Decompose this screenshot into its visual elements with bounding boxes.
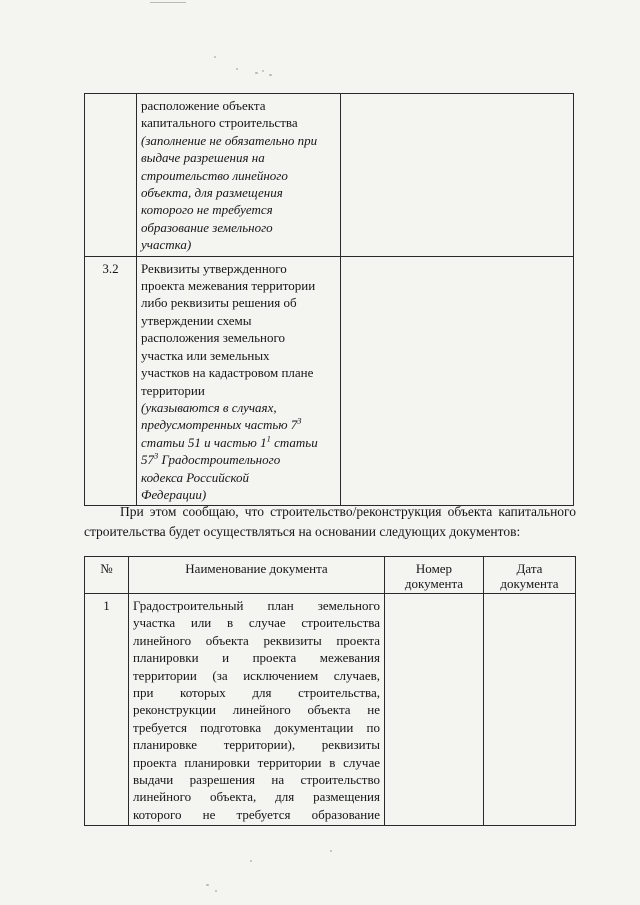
intro-paragraph (84, 502, 576, 542)
header-row (85, 557, 576, 594)
name-line: при которых для строительства, (133, 685, 380, 701)
scan-speck (206, 884, 209, 886)
note-line (141, 434, 336, 451)
header-line: документа (500, 576, 559, 591)
note-text: статьи (270, 434, 318, 450)
superscript: 3 (297, 415, 302, 426)
row-label-cell (137, 94, 341, 257)
note-line: кодекса Российской (141, 469, 250, 485)
name-line: которого не требуется образование (133, 806, 380, 822)
label-line: территории (141, 382, 205, 398)
header-document-name: Наименование документа (129, 557, 385, 594)
row-number-cell: 1 (85, 594, 129, 826)
header-document-date (484, 557, 576, 594)
name-line: реконструкции линейного объекта не (133, 702, 380, 718)
name-line: проекта планировки территории в случае (133, 754, 380, 770)
label-line: капитального строительства (141, 115, 298, 131)
document-date-cell[interactable] (484, 594, 576, 826)
table-row (85, 594, 576, 826)
documents-table (84, 556, 576, 826)
label-line: участка или земельных (141, 347, 270, 363)
name-line: участка или в случае строительства (133, 615, 380, 631)
note-line: которого не требуется (141, 202, 273, 218)
label-line: расположения земельного (141, 330, 285, 346)
scan-speck (330, 850, 332, 852)
document-name-cell (129, 594, 385, 826)
label-line: расположение объекта (141, 98, 266, 113)
table-row (85, 94, 574, 257)
row-value-cell[interactable] (341, 94, 574, 257)
header-document-number (385, 557, 484, 594)
row-number-cell: 3.2 (85, 256, 137, 506)
note-line: участка) (141, 237, 192, 253)
note-line: (указываются в случаях, (141, 399, 277, 415)
scan-speck (255, 72, 258, 74)
name-line: планировке территории), реквизиты (133, 737, 380, 753)
row-label-cell (137, 256, 341, 506)
note-line (141, 451, 336, 468)
table-row (85, 256, 574, 506)
label-line: проекта межевания территории (141, 278, 316, 294)
label-line: утверждении схемы (141, 312, 252, 328)
scan-speck (250, 860, 252, 862)
superscript: 3 (154, 450, 159, 461)
scan-speck (269, 74, 272, 76)
superscript: 1 (266, 433, 271, 444)
note-line: строительство линейного (141, 167, 288, 183)
label-line: либо реквизиты решения об (141, 295, 297, 311)
note-line: Федерации) (141, 486, 207, 502)
name-line: Градостроительный план земельного (133, 598, 380, 613)
note-line: выдаче разрешения на (141, 150, 265, 166)
header-line: Номер (415, 561, 453, 576)
note-text: Градостроительного (158, 452, 281, 468)
note-text: предусмотренных частью 7 (141, 417, 298, 433)
header-line: документа (404, 576, 464, 591)
note-text: 57 (141, 452, 154, 468)
note-line: образование земельного (141, 219, 273, 235)
application-details-table (84, 93, 574, 506)
row-number-cell (85, 94, 137, 257)
label-line: участков на кадастровом плане (141, 365, 314, 381)
name-line: линейного объекта, для размещения (133, 789, 380, 805)
row-value-cell[interactable] (341, 256, 574, 506)
scan-speck (215, 890, 217, 892)
name-line: выдачи разрешения на строительство (133, 772, 380, 788)
header-number: № (85, 557, 129, 594)
scan-speck (262, 70, 264, 72)
scan-speck (236, 68, 238, 70)
scan-speck (150, 2, 186, 3)
label-line: Реквизиты утвержденного (141, 260, 287, 276)
scan-speck (214, 56, 216, 58)
document-number-cell[interactable] (385, 594, 484, 826)
name-line: планировки и проекта межевания (133, 650, 380, 666)
name-line: требуется подготовка документации по (133, 719, 380, 735)
note-line (141, 416, 336, 433)
header-line: Дата (516, 561, 543, 576)
note-line: объекта, для размещения (141, 185, 283, 201)
note-line: (заполнение не обязательно при (141, 132, 318, 148)
name-line: территории (за исключением случаев, (133, 667, 380, 683)
name-line: линейного объекта реквизиты проекта (133, 632, 380, 648)
note-text: статьи 51 и частью 1 (141, 434, 267, 450)
paragraph-text: При этом сообщаю, что строительство/реконструкция объекта капитального строительства будет осуществляться на основании следующих документов: (84, 504, 576, 539)
